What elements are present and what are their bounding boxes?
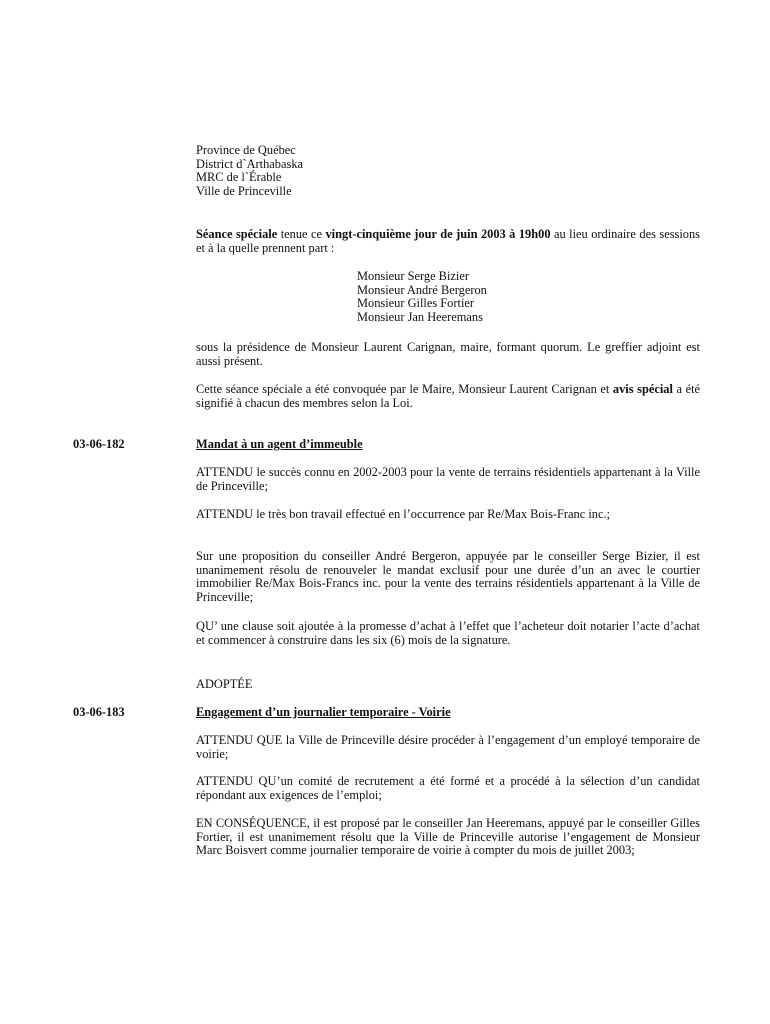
date-label: vingt-cinquième jour de juin 2003 à 19h00 [325, 227, 551, 241]
resolution-paragraph: EN CONSÉQUENCE, il est proposé par le conseiller Jan Heeremans, appuyé par le conseiller Gilles Fortier, il est unanimement résolu que la Ville de Princeville autorise l’engagement de Monsieur Marc Boisvert comme journalier temporaire de voirie à compter du mois de juillet 2003; [196, 816, 700, 858]
attendee-list [357, 270, 487, 324]
resolution-paragraph: ATTENDU le très bon travail effectué en l’occurrence par Re/Max Bois-Franc inc.; [196, 507, 611, 521]
intro-paragraph [196, 228, 700, 255]
resolution-paragraph: QU’ une clause soit ajoutée à la promesse d’achat à l’effet que l’acheteur doit notarier l’acte d’achat et commencer à construire dans les six (6) mois de la signature. [196, 619, 700, 647]
resolution-paragraph: ATTENDU QU’un comité de recrutement a été formé et a procédé à la sélection d’un candidat répondant aux exigences de l’emploi; [196, 774, 700, 802]
avis-special-label: avis spécial [612, 382, 673, 396]
resolution-number: 03-06-182 [73, 437, 125, 451]
resolution-title: Mandat à un agent d’immeuble [196, 437, 363, 451]
header-mrc: MRC de l`Érable [196, 170, 282, 185]
adoptee-label: ADOPTÉE [196, 677, 253, 691]
intro-text-1: tenue ce [277, 227, 326, 241]
convocation-text-2: a été signifié à chacun des membres selon la Loi. [196, 382, 701, 410]
intro-text-2: au lieu ordinaire des sessions et à la quelle prennent part : [196, 227, 701, 255]
document-header [196, 144, 700, 198]
resolution-paragraph: Sur une proposition du conseiller André Bergeron, appuyée par le conseiller Serge Bizier, il est unanimement résolu de renouveler le mandat exclusif pour une durée d’un an avec le courtier immobilier Re/Max Bois-Francs inc. pour la vente des terrains résidentiels appartenant à la Ville de Princeville; [196, 549, 700, 604]
resolution-paragraph: ATTENDU QUE la Ville de Princeville désire procéder à l’engagement d’un employé temporaire de voirie; [196, 733, 700, 761]
resolution-paragraph: ATTENDU le succès connu en 2002-2003 pour la vente de terrains résidentiels appartenant à la Ville de Princeville; [196, 465, 700, 493]
attendee-item: Monsieur Serge Bizier [357, 269, 469, 283]
header-province: Province de Québec [196, 143, 296, 157]
resolution-title: Engagement d’un journalier temporaire - Voirie [196, 705, 451, 719]
convocation-paragraph [196, 383, 700, 410]
header-district: District d`Arthabaska [196, 156, 304, 171]
attendee-item: Monsieur Gilles Fortier [357, 296, 475, 311]
resolution-number: 03-06-183 [73, 705, 125, 719]
attendee-item: Monsieur Jan Heeremans [357, 309, 483, 324]
header-ville: Ville de Princeville [196, 183, 292, 198]
convocation-text-1: Cette séance spéciale a été convoquée par le Maire, Monsieur Laurent Carignan et [196, 382, 613, 396]
seance-label: Séance spéciale [196, 227, 278, 241]
presidence-paragraph: sous la présidence de Monsieur Laurent Carignan, maire, formant quorum. Le greffier adjoint est aussi présent. [196, 340, 700, 368]
attendee-item: Monsieur André Bergeron [357, 282, 487, 297]
